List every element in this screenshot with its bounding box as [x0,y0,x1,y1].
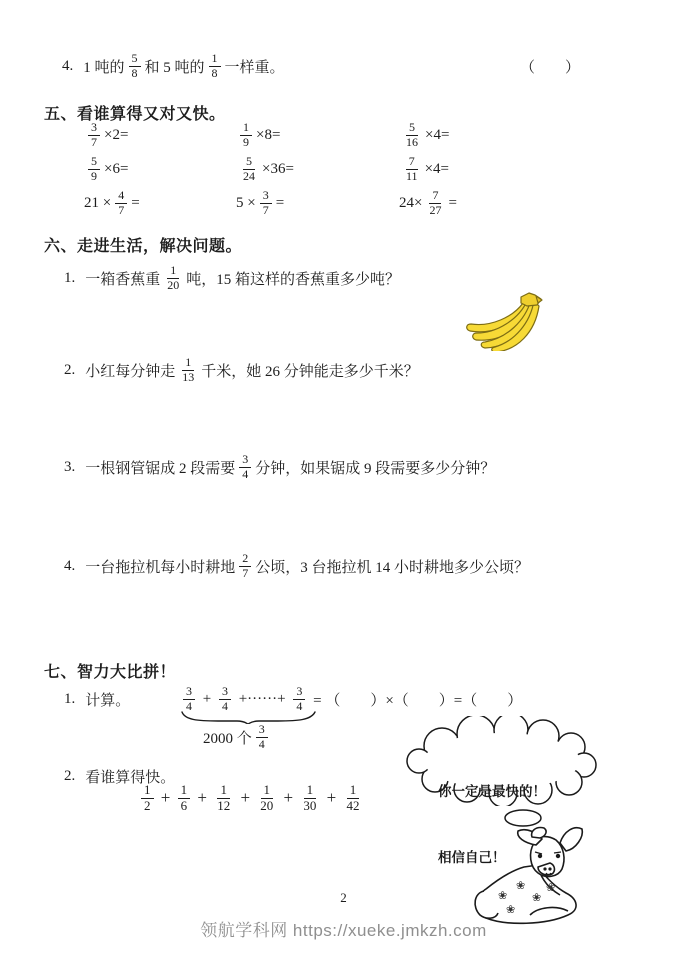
text-segment: ×4= [424,160,449,177]
cloud-text-line2: 相信自己！ [438,850,506,865]
text-segment: = （ ）×（ ）=（ ） [309,692,523,709]
text-segment: 一根钢管锯成 2 段需要 [85,460,236,477]
question-number: 2. [64,361,76,378]
text-segment: = [275,194,285,211]
answer-parentheses: （ ） [519,59,580,76]
text-segment: ×2= [104,126,129,143]
text-segment: 2000 个 [203,730,252,747]
calc-item [84,189,236,216]
question-number: 4. [62,57,74,74]
fraction: $\frac{3}{4}$ [183,685,195,712]
banana-icon [463,291,543,351]
calc-item [236,155,399,182]
text-segment: ×6= [104,160,129,177]
calc-item [236,121,399,148]
text-segment: 21 × [84,194,112,211]
fraction: $\frac{1}{42}$ [346,782,360,813]
text-segment: 和 5 吨的 [144,59,205,76]
question-number: 1. [64,269,76,286]
question-text [85,551,529,581]
text-segment: 千米，她 26 分钟能走多少千米？ [201,363,419,380]
fraction-sum [138,783,365,813]
fraction: $\frac{3}{4}$ [256,723,268,750]
fraction: $\frac{2}{7}$ [239,552,251,579]
fraction: $\frac{1}{20}$ [260,782,274,813]
fraction: $\frac{1}{13}$ [182,355,195,384]
cloud-text-line1: 你一定是最快的！ [438,784,546,799]
deer-icon [472,823,594,927]
text-segment: ×4= [425,126,450,143]
fraction: $\frac{5}{16}$ [406,120,418,149]
question-number: 3. [64,458,76,475]
calc-item [84,155,236,182]
fraction: $\frac{4}{7}$ [115,189,127,216]
text-segment: + [322,788,341,807]
text-segment: + [279,788,298,807]
svg-text:❀: ❀ [516,879,526,892]
fraction: $\frac{3}{7}$ [88,121,100,148]
fraction: $\frac{1}{9}$ [240,121,252,148]
judge-question-4 [62,51,580,81]
text-segment: 1 吨的 [83,59,125,76]
word-problem-3 [64,452,495,482]
svg-text:❀: ❀ [506,903,516,916]
fraction: $\frac{3}{4}$ [293,685,305,712]
text-segment: 一台拖拉机每小时耕地 [85,559,236,576]
text-segment: 公顷，3 台拖拉机 14 小时耕地多少公顷？ [255,559,530,576]
question-text [85,355,419,385]
svg-text:❀: ❀ [532,891,542,904]
question-text: 看谁算得快。 [85,769,176,786]
word-problem-1 [64,263,400,293]
page-number: 2 [340,890,347,905]
fraction: $\frac{1}{20}$ [167,263,180,292]
text-segment: = [131,194,140,211]
fraction: $\frac{3}{7}$ [260,189,272,216]
word-problem-4 [64,551,529,581]
fraction: $\frac{3}{4}$ [239,453,251,480]
question-number: 2. [64,767,76,784]
text-segment: 小红每分钟走 [85,363,176,380]
text-segment: 5 × [236,194,256,211]
fraction: $\frac{1}{2}$ [141,783,154,813]
question-number: 1. [64,690,76,707]
fraction: $\frac{5}{9}$ [88,155,100,182]
calc-item [399,121,644,148]
section-6-title: 六、走进生活，解决问题。 [44,238,243,255]
fraction: $\frac{5}{24}$ [243,154,255,183]
question-text [85,263,400,293]
calc-item [399,189,644,216]
fraction: $\frac{1}{30}$ [303,782,317,813]
question-text [85,452,495,482]
question-text [83,51,284,81]
text-segment: ×8= [256,126,281,143]
svg-text:❀: ❀ [546,881,556,894]
calc-item [399,155,644,182]
fraction: $\frac{1}{12}$ [217,782,231,813]
cloud-speech-bubble [404,716,602,865]
text-segment: + [199,690,215,707]
text-segment: 吨，15 箱这样的香蕉重多少吨？ [186,271,401,288]
calc-grid [84,118,644,220]
text-segment: = [448,194,457,211]
text-segment: + [193,788,212,807]
svg-text:❀: ❀ [498,889,508,902]
fraction: $\frac{7}{27}$ [429,188,442,217]
puzzle-problem-1 [64,684,130,714]
fraction: $\frac{5}{8}$ [129,52,141,79]
word-problem-2 [64,355,419,385]
fraction: $\frac{1}{6}$ [178,783,191,813]
text-segment: 一箱香蕉重 [85,271,161,288]
calc-item [84,121,236,148]
section-5-title: 五、看谁算得又对又快。 [44,106,226,123]
question-number: 4. [64,557,76,574]
calc-item [236,189,399,216]
fraction: $\frac{1}{8}$ [209,52,221,79]
text-segment: ×36= [262,160,294,177]
text-segment: + [156,788,175,807]
underbrace-label [203,722,272,752]
text-segment: 分钟，如果锯成 9 段需要多少分钟？ [255,460,496,477]
text-segment: 24× [399,194,423,211]
text-segment: +······+ [234,690,290,707]
fraction: $\frac{7}{11}$ [406,154,418,183]
question-text: 计算。 [85,692,131,709]
section-7-title: 七、智力大比拼！ [44,664,177,681]
text-segment: 一样重。 [224,59,285,76]
watermark: 领航学科网 https://xueke.jmkzh.com [200,921,487,940]
fraction: $\frac{3}{4}$ [219,685,231,712]
text-segment: + [236,788,255,807]
